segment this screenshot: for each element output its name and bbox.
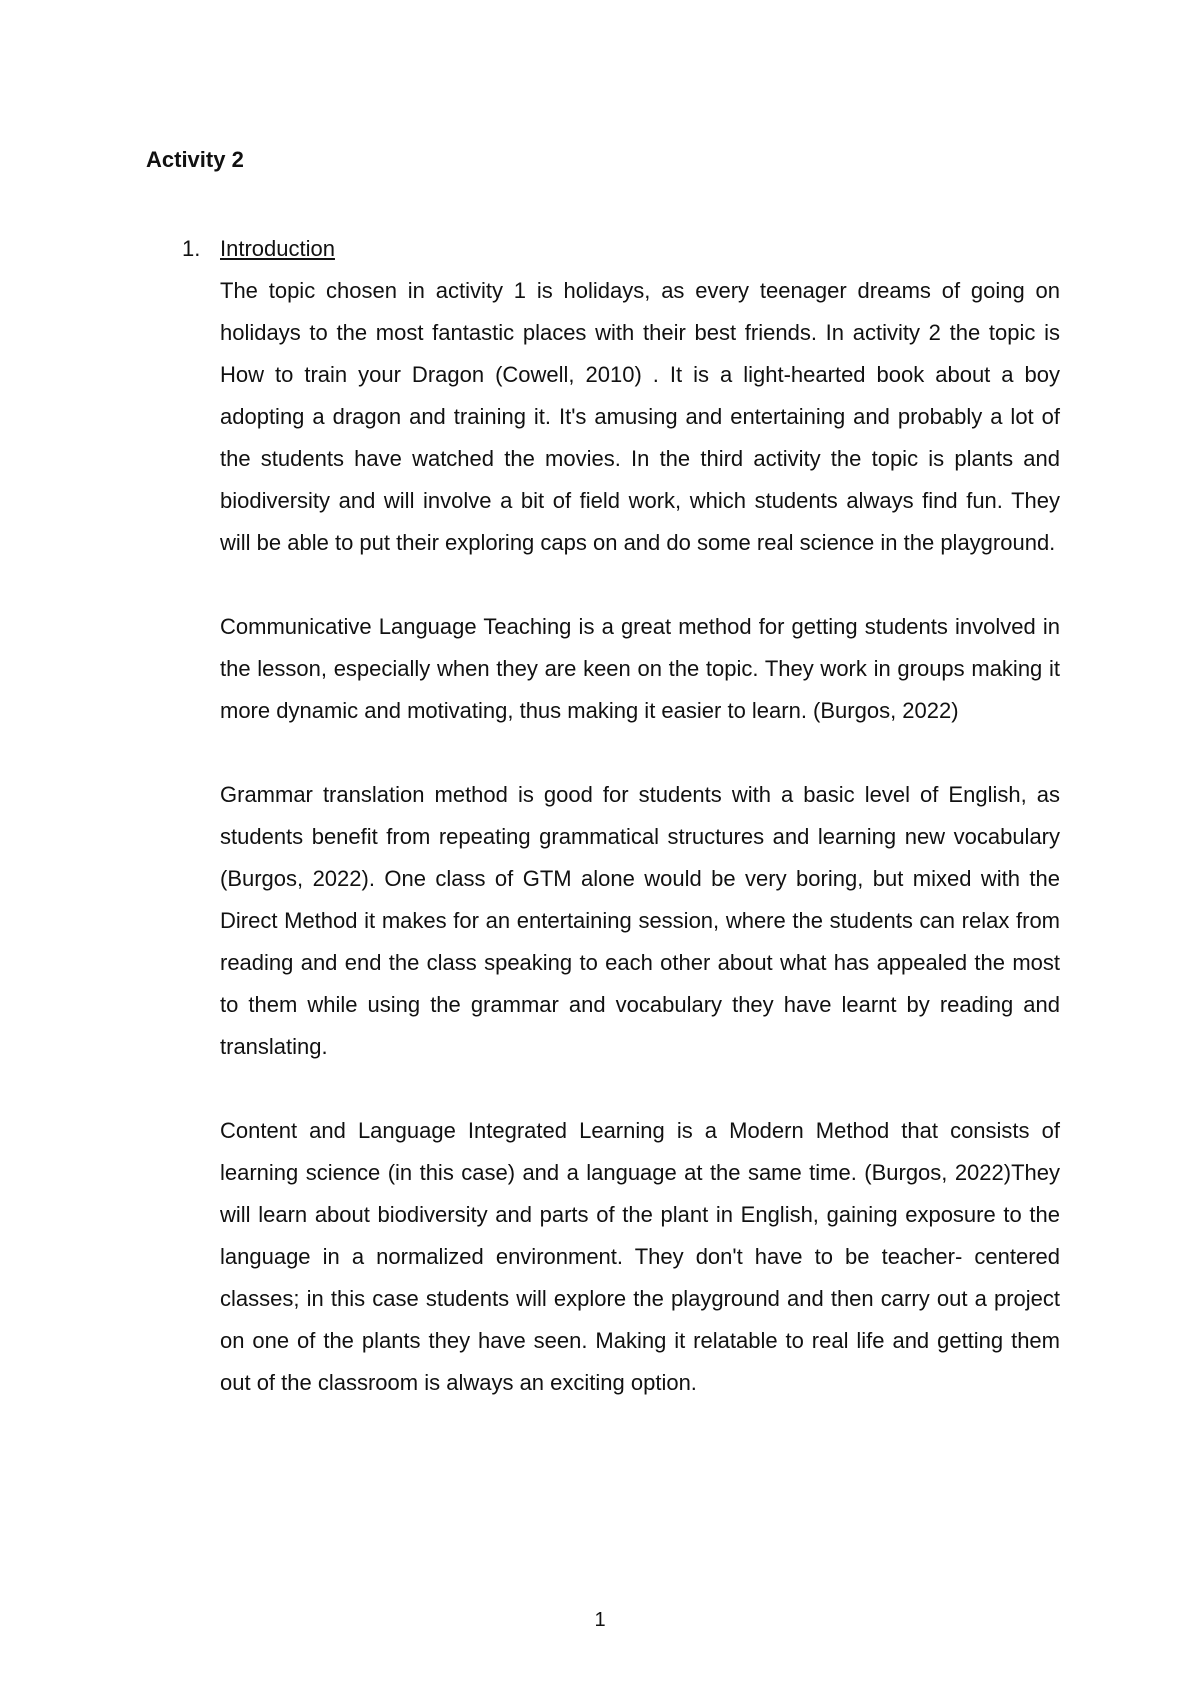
- list-number: 1.: [182, 236, 201, 261]
- section-heading: Introduction: [220, 236, 335, 261]
- paragraph-clil: Content and Language Integrated Learning is a Modern Method that consists of learning science (in this case) and a language at the same time. (Burgos, 2022)They will learn about biodiversity and parts of the plant in English, gaining exposure to the language in a normalized environment. They don't have to be teacher- centered classes; in this case students will explore the playground and then carry out a project on one of the plants they have seen. Making it relatable to real life and getting them out of the classroom is always an exciting option.: [220, 1118, 1060, 1395]
- paragraph-topics: The topic chosen in activity 1 is holidays, as every teenager dreams of going on holidays to the most fantastic places with their best friends. In activity 2 the topic is How to train your Dragon (Cowell, 2010) . It is a light-hearted book about a boy adopting a dragon and training it. It's amusing and entertaining and probably a lot of the students have watched the movies. In the third activity the topic is plants and biodiversity and will involve a bit of field work, which students always find fun. They will be able to put their exploring caps on and do some real science in the playground.: [220, 278, 1060, 555]
- list-item: [146, 228, 1060, 1404]
- section-list: [146, 228, 1060, 1404]
- paragraph-grammar-translation: Grammar translation method is good for students with a basic level of English, as students benefit from repeating grammatical structures and learning new vocabulary (Burgos, 2022). One class of GTM alone would be very boring, but mixed with the Direct Method it makes for an entertaining session, where the students can relax from reading and end the class speaking to each other about what has appealed the most to them while using the grammar and vocabulary they have learnt by reading and translating.: [220, 782, 1060, 1059]
- page-number: 1: [594, 1609, 606, 1631]
- document-title: Activity 2: [146, 147, 244, 172]
- paragraph-communicative-language-teaching: Communicative Language Teaching is a great method for getting students involved in the lesson, especially when they are keen on the topic. They work in groups making it more dynamic and motivating, thus making it easier to learn. (Burgos, 2022): [220, 614, 1060, 723]
